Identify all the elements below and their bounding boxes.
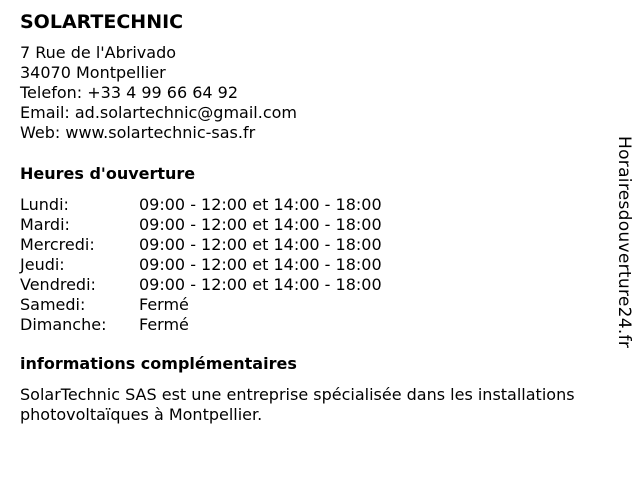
hours-row-friday: [20, 275, 382, 295]
hours-row-wednesday: [20, 235, 382, 255]
hours-day: Jeudi:: [20, 255, 65, 274]
hours-day: Samedi:: [20, 295, 86, 314]
hours-time: 09:00 - 12:00 et 14:00 - 18:00: [139, 255, 382, 274]
hours-time: Fermé: [139, 315, 189, 334]
address-street: 7 Rue de l'Abrivado: [20, 43, 177, 62]
info-title: informations complémentaires: [20, 354, 297, 373]
hours-row-monday: [20, 195, 382, 215]
web-line: Web: www.solartechnic-sas.fr: [20, 123, 256, 142]
hours-day: Lundi:: [20, 195, 69, 214]
hours-time: 09:00 - 12:00 et 14:00 - 18:00: [139, 195, 382, 214]
hours-day: Dimanche:: [20, 315, 107, 334]
email-line: Email: ad.solartechnic@gmail.com: [20, 103, 297, 122]
company-name: SOLARTECHNIC: [20, 11, 184, 33]
hours-title: Heures d'ouverture: [20, 164, 196, 183]
address-city: 34070 Montpellier: [20, 63, 166, 82]
hours-time: Fermé: [139, 295, 189, 314]
hours-time: 09:00 - 12:00 et 14:00 - 18:00: [139, 275, 382, 294]
hours-row-saturday: [20, 295, 382, 315]
business-card: [20, 10, 620, 425]
hours-time: 09:00 - 12:00 et 14:00 - 18:00: [139, 235, 382, 254]
phone-line: Telefon: +33 4 99 66 64 92: [20, 83, 239, 102]
hours-day: Vendredi:: [20, 275, 96, 294]
hours-day: Mardi:: [20, 215, 70, 234]
info-text: SolarTechnic SAS est une entreprise spécialisée dans les installations photovoltaïques à Montpellier.: [20, 385, 575, 424]
hours-day: Mercredi:: [20, 235, 95, 254]
hours-row-tuesday: [20, 215, 382, 235]
hours-row-sunday: [20, 315, 382, 335]
hours-table: [20, 195, 382, 335]
site-watermark: Horairesdouverture24.fr: [614, 136, 634, 349]
hours-row-thursday: [20, 255, 382, 275]
hours-time: 09:00 - 12:00 et 14:00 - 18:00: [139, 215, 382, 234]
